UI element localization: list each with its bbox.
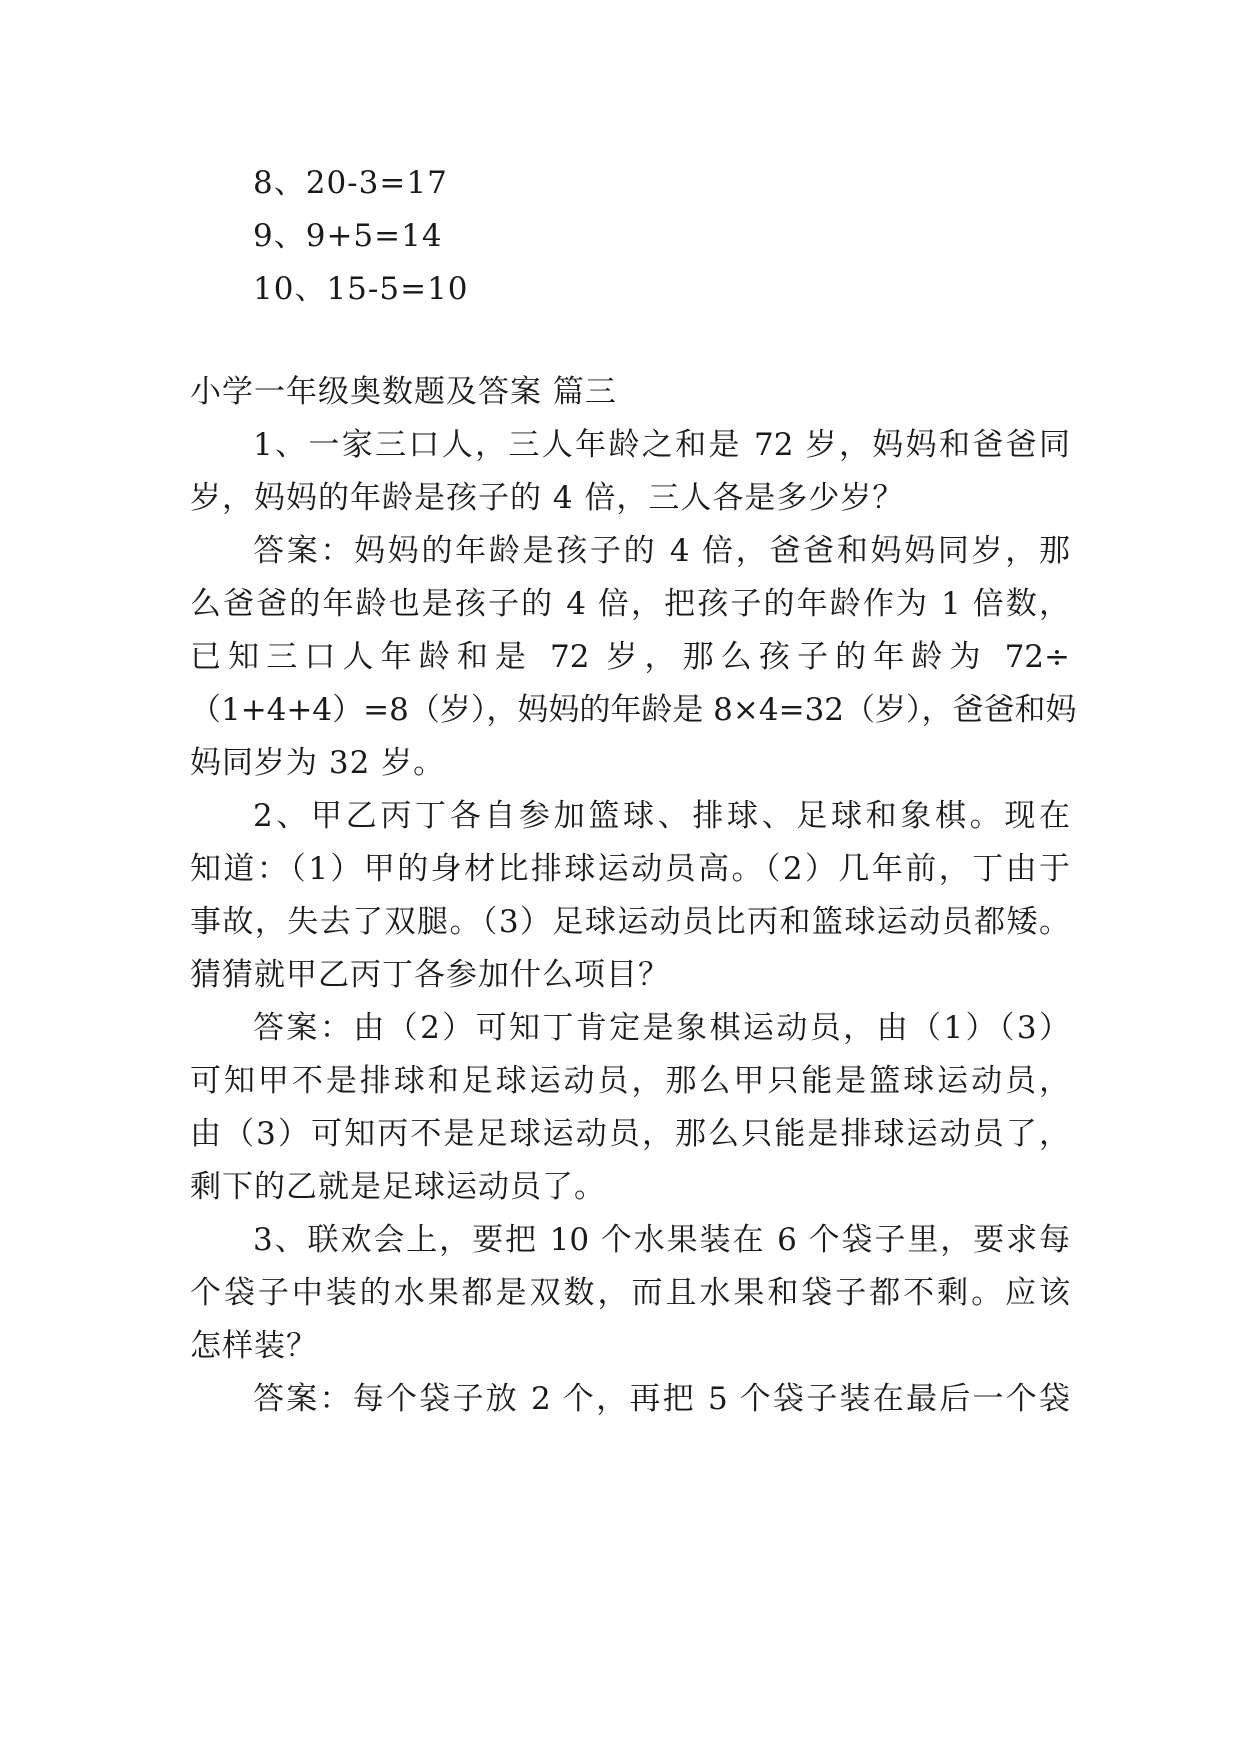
paragraph-line: 剩下的乙就是足球运动员了。 [190, 1169, 606, 1205]
paragraph-line: 岁，妈妈的年龄是孩子的 4 倍，三人各是多少岁？ [190, 480, 905, 516]
paragraph-line: 答案：每个袋子放 2 个，再把 5 个袋子装在最后一个袋 [253, 1381, 1070, 1417]
paragraph-line: （1+4+4）=8（岁），妈妈的年龄是 8×4=32（岁），爸爸和妈 [190, 692, 1077, 728]
paragraph-line: 答案：妈妈的年龄是孩子的 4 倍，爸爸和妈妈同岁，那 [253, 533, 1070, 569]
paragraph-line: 知道：（1）甲的身材比排球运动员高。（2）几年前，丁由于 [190, 851, 1070, 887]
paragraph-line: 由（3）可知丙不是足球运动员，那么只能是排球运动员了， [190, 1116, 1070, 1152]
section-heading: 小学一年级奥数题及答案 篇三 [190, 374, 617, 410]
list-item: 9、9+5=14 [253, 218, 443, 254]
paragraph-line: 怎样装？ [190, 1328, 318, 1364]
paragraph-line: 1、一家三口人，三人年龄之和是 72 岁，妈妈和爸爸同 [253, 427, 1070, 463]
list-item: 8、20-3=17 [253, 165, 448, 201]
paragraph-line: 2、甲乙丙丁各自参加篮球、排球、足球和象棋。现在 [253, 798, 1070, 834]
paragraph-line: 答案：由（2）可知丁肯定是象棋运动员，由（1）（3） [253, 1010, 1070, 1046]
paragraph-line: 个袋子中装的水果都是双数，而且水果和袋子都不剩。应该 [190, 1275, 1070, 1311]
paragraph-line: 3、联欢会上，要把 10 个水果装在 6 个袋子里，要求每 [253, 1222, 1070, 1258]
paragraph-line: 可知甲不是排球和足球运动员，那么甲只能是篮球运动员， [190, 1063, 1070, 1099]
paragraph-line: 么爸爸的年龄也是孩子的 4 倍，把孩子的年龄作为 1 倍数， [190, 586, 1070, 622]
list-item: 10、15-5=10 [253, 271, 469, 307]
paragraph-line: 猜猜就甲乙丙丁各参加什么项目？ [190, 957, 670, 993]
paragraph-line: 妈同岁为 32 岁。 [190, 745, 446, 781]
paragraph-line: 已知三口人年龄和是 72 岁，那么孩子的年龄为 72÷ [190, 639, 1070, 675]
paragraph-line: 事故，失去了双腿。（3）足球运动员比丙和篮球运动员都矮。 [190, 904, 1070, 940]
